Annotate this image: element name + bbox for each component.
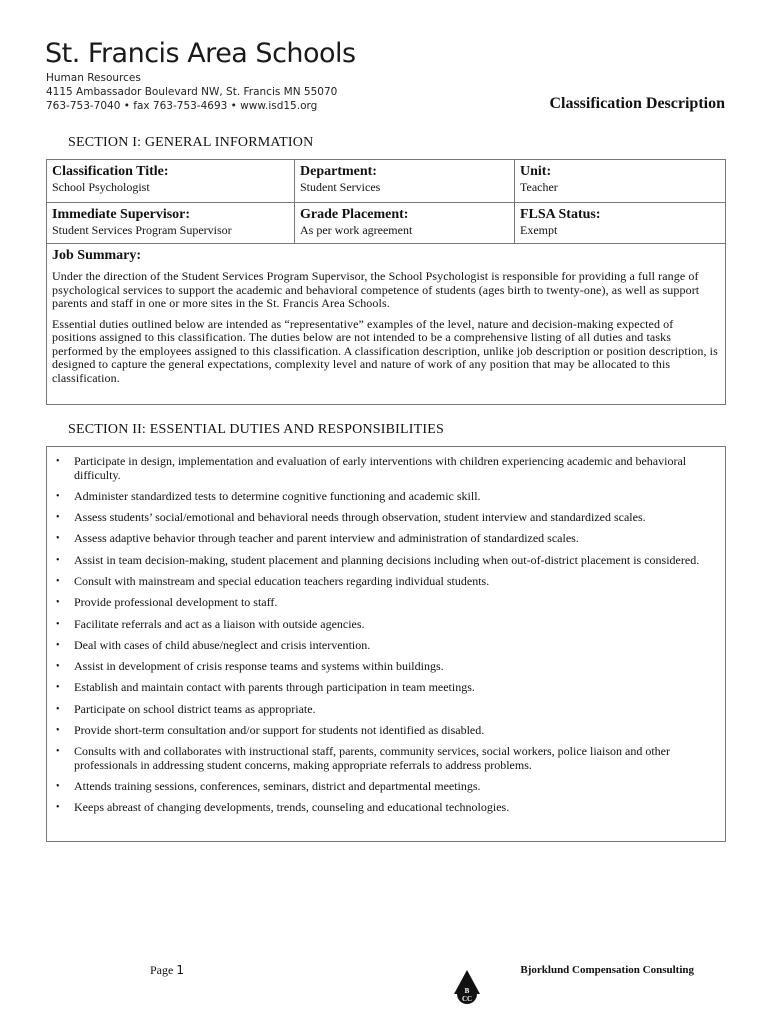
job-summary-paragraph: Under the direction of the Student Services Program Supervisor, the School Psychologist is responsible for providing a full range of psychological services to support the academic and behavioral competence of students (ages birth to twenty-one), as well as support parents and staff in one or more sites in the St. Francis Area Schools. bbox=[52, 269, 700, 310]
duty-text: Keeps abreast of changing developments, trends, counseling and educational technologies. bbox=[74, 800, 510, 815]
bullet-icon: • bbox=[56, 746, 60, 758]
duty-item bbox=[47, 532, 720, 546]
unit-label: Unit: bbox=[520, 164, 552, 179]
flsa-status-cell bbox=[515, 203, 725, 243]
duty-item bbox=[47, 724, 720, 738]
bullet-icon: • bbox=[56, 554, 60, 566]
org-address: 4115 Ambassador Boulevard NW, St. Francis MN 55070 bbox=[46, 86, 338, 98]
duty-text: Provide professional development to staff. bbox=[74, 595, 278, 610]
grade-placement-value: As per work agreement bbox=[300, 223, 413, 237]
document-type-title: Classification Description bbox=[549, 95, 725, 112]
bullet-icon: • bbox=[56, 639, 60, 651]
duty-text: Provide short-term consultation and/or support for students not identified as disabled. bbox=[74, 723, 485, 738]
classification-title-value: School Psychologist bbox=[52, 180, 150, 194]
info-row-2 bbox=[47, 203, 725, 244]
org-name: St. Francis Area Schools bbox=[45, 38, 356, 69]
bullet-icon: • bbox=[56, 703, 60, 715]
bullet-icon: • bbox=[56, 661, 60, 673]
duty-text: Deal with cases of child abuse/neglect and crisis intervention. bbox=[74, 637, 371, 652]
supervisor-value: Student Services Program Supervisor bbox=[52, 223, 232, 237]
bullet-icon: • bbox=[56, 802, 60, 814]
bullet-icon: • bbox=[56, 533, 60, 545]
duties-list bbox=[47, 455, 725, 815]
duty-item bbox=[47, 618, 720, 632]
duty-item bbox=[47, 703, 720, 717]
department-value: Student Services bbox=[300, 180, 381, 194]
bullet-icon: • bbox=[56, 725, 60, 737]
supervisor-cell bbox=[47, 203, 295, 243]
section-2-title: SECTION II: ESSENTIAL DUTIES AND RESPONSIBILITIES bbox=[68, 422, 444, 437]
general-info-box bbox=[46, 159, 726, 405]
duty-text: Participate on school district teams as appropriate. bbox=[74, 701, 316, 716]
department-cell bbox=[295, 160, 515, 202]
duty-text: Attends training sessions, conferences, seminars, district and departmental meetings. bbox=[74, 779, 481, 794]
job-summary bbox=[47, 244, 725, 404]
duty-text: Consult with mainstream and special education teachers regarding individual students. bbox=[74, 573, 490, 588]
duty-text: Participate in design, implementation and evaluation of early interventions with children experiencing academic and behavioral difficulty. bbox=[74, 454, 687, 482]
grade-placement-cell bbox=[295, 203, 515, 243]
duty-text: Consults with and collaborates with instructional staff, parents, community services, social workers, police liaison and other professionals in addressing student concerns, making appropriate referrals to address problems. bbox=[74, 744, 670, 772]
org-contact: 763-753-7040 • fax 763-753-4693 • www.isd15.org bbox=[46, 100, 318, 112]
duty-item bbox=[47, 554, 720, 568]
duties-box bbox=[46, 446, 726, 842]
bullet-icon: • bbox=[56, 618, 60, 630]
bcc-logo bbox=[454, 970, 480, 1004]
job-summary-label: Job Summary: bbox=[52, 248, 142, 263]
bullet-icon: • bbox=[56, 682, 60, 694]
bullet-icon: • bbox=[56, 512, 60, 524]
duty-text: Facilitate referrals and act as a liaison with outside agencies. bbox=[74, 616, 365, 631]
info-row-1 bbox=[47, 160, 725, 203]
duty-item bbox=[47, 596, 720, 610]
flsa-status-value: Exempt bbox=[520, 223, 558, 237]
duty-item bbox=[47, 780, 720, 794]
duty-text: Administer standardized tests to determine cognitive functioning and academic skill. bbox=[74, 488, 481, 503]
svg-text:CC: CC bbox=[461, 995, 473, 1003]
duty-text: Establish and maintain contact with parents through participation in team meetings. bbox=[74, 680, 475, 695]
page-number: 1 bbox=[176, 963, 184, 977]
duty-item bbox=[47, 801, 720, 815]
page-label: Page bbox=[150, 963, 174, 977]
duty-item bbox=[47, 745, 720, 772]
section-1-title: SECTION I: GENERAL INFORMATION bbox=[68, 135, 314, 150]
duty-item bbox=[47, 639, 720, 653]
duty-item bbox=[47, 455, 720, 482]
svg-text:B: B bbox=[464, 987, 470, 995]
bullet-icon: • bbox=[56, 597, 60, 609]
department-label: Department: bbox=[300, 164, 377, 179]
essential-duties-note: Essential duties outlined below are intended as “representative” examples of the level, nature and decision-making expected of positions assigned to this classification. The duties below are not intended to be a comprehensive listing of all duties and tasks performed by the employees assigned to this classification. A classification description, unlike job description or position description, is designed to capture the general expectations, complexity level and nature of work of any position that may be allocated to this classification. bbox=[52, 316, 718, 385]
org-department: Human Resources bbox=[46, 72, 141, 84]
classification-title-cell bbox=[47, 160, 295, 202]
duty-item bbox=[47, 490, 720, 504]
page-indicator bbox=[150, 963, 184, 978]
duty-item bbox=[47, 660, 720, 674]
duty-item bbox=[47, 511, 720, 525]
bullet-icon: • bbox=[56, 490, 60, 502]
flsa-status-label: FLSA Status: bbox=[520, 207, 601, 222]
duty-text: Assist in development of crisis response teams and systems within buildings. bbox=[74, 659, 444, 674]
duty-text: Assess adaptive behavior through teacher and parent interview and administration of standardized scales. bbox=[74, 531, 579, 546]
grade-placement-label: Grade Placement: bbox=[300, 207, 409, 222]
duty-item bbox=[47, 681, 720, 695]
duty-text: Assess students’ social/emotional and behavioral needs through observation, student interview and standardized scales. bbox=[74, 510, 646, 525]
classification-title-label: Classification Title: bbox=[52, 164, 169, 179]
unit-cell bbox=[515, 160, 725, 202]
bullet-icon: • bbox=[56, 456, 60, 467]
unit-value: Teacher bbox=[520, 180, 558, 194]
duty-text: Assist in team decision-making, student placement and planning decisions including when out-of-district placement is considered. bbox=[74, 552, 700, 567]
footer-brand: Bjorklund Compensation Consulting bbox=[520, 964, 694, 976]
bullet-icon: • bbox=[56, 781, 60, 793]
duty-item bbox=[47, 575, 720, 589]
supervisor-label: Immediate Supervisor: bbox=[52, 207, 191, 222]
bullet-icon: • bbox=[56, 575, 60, 587]
